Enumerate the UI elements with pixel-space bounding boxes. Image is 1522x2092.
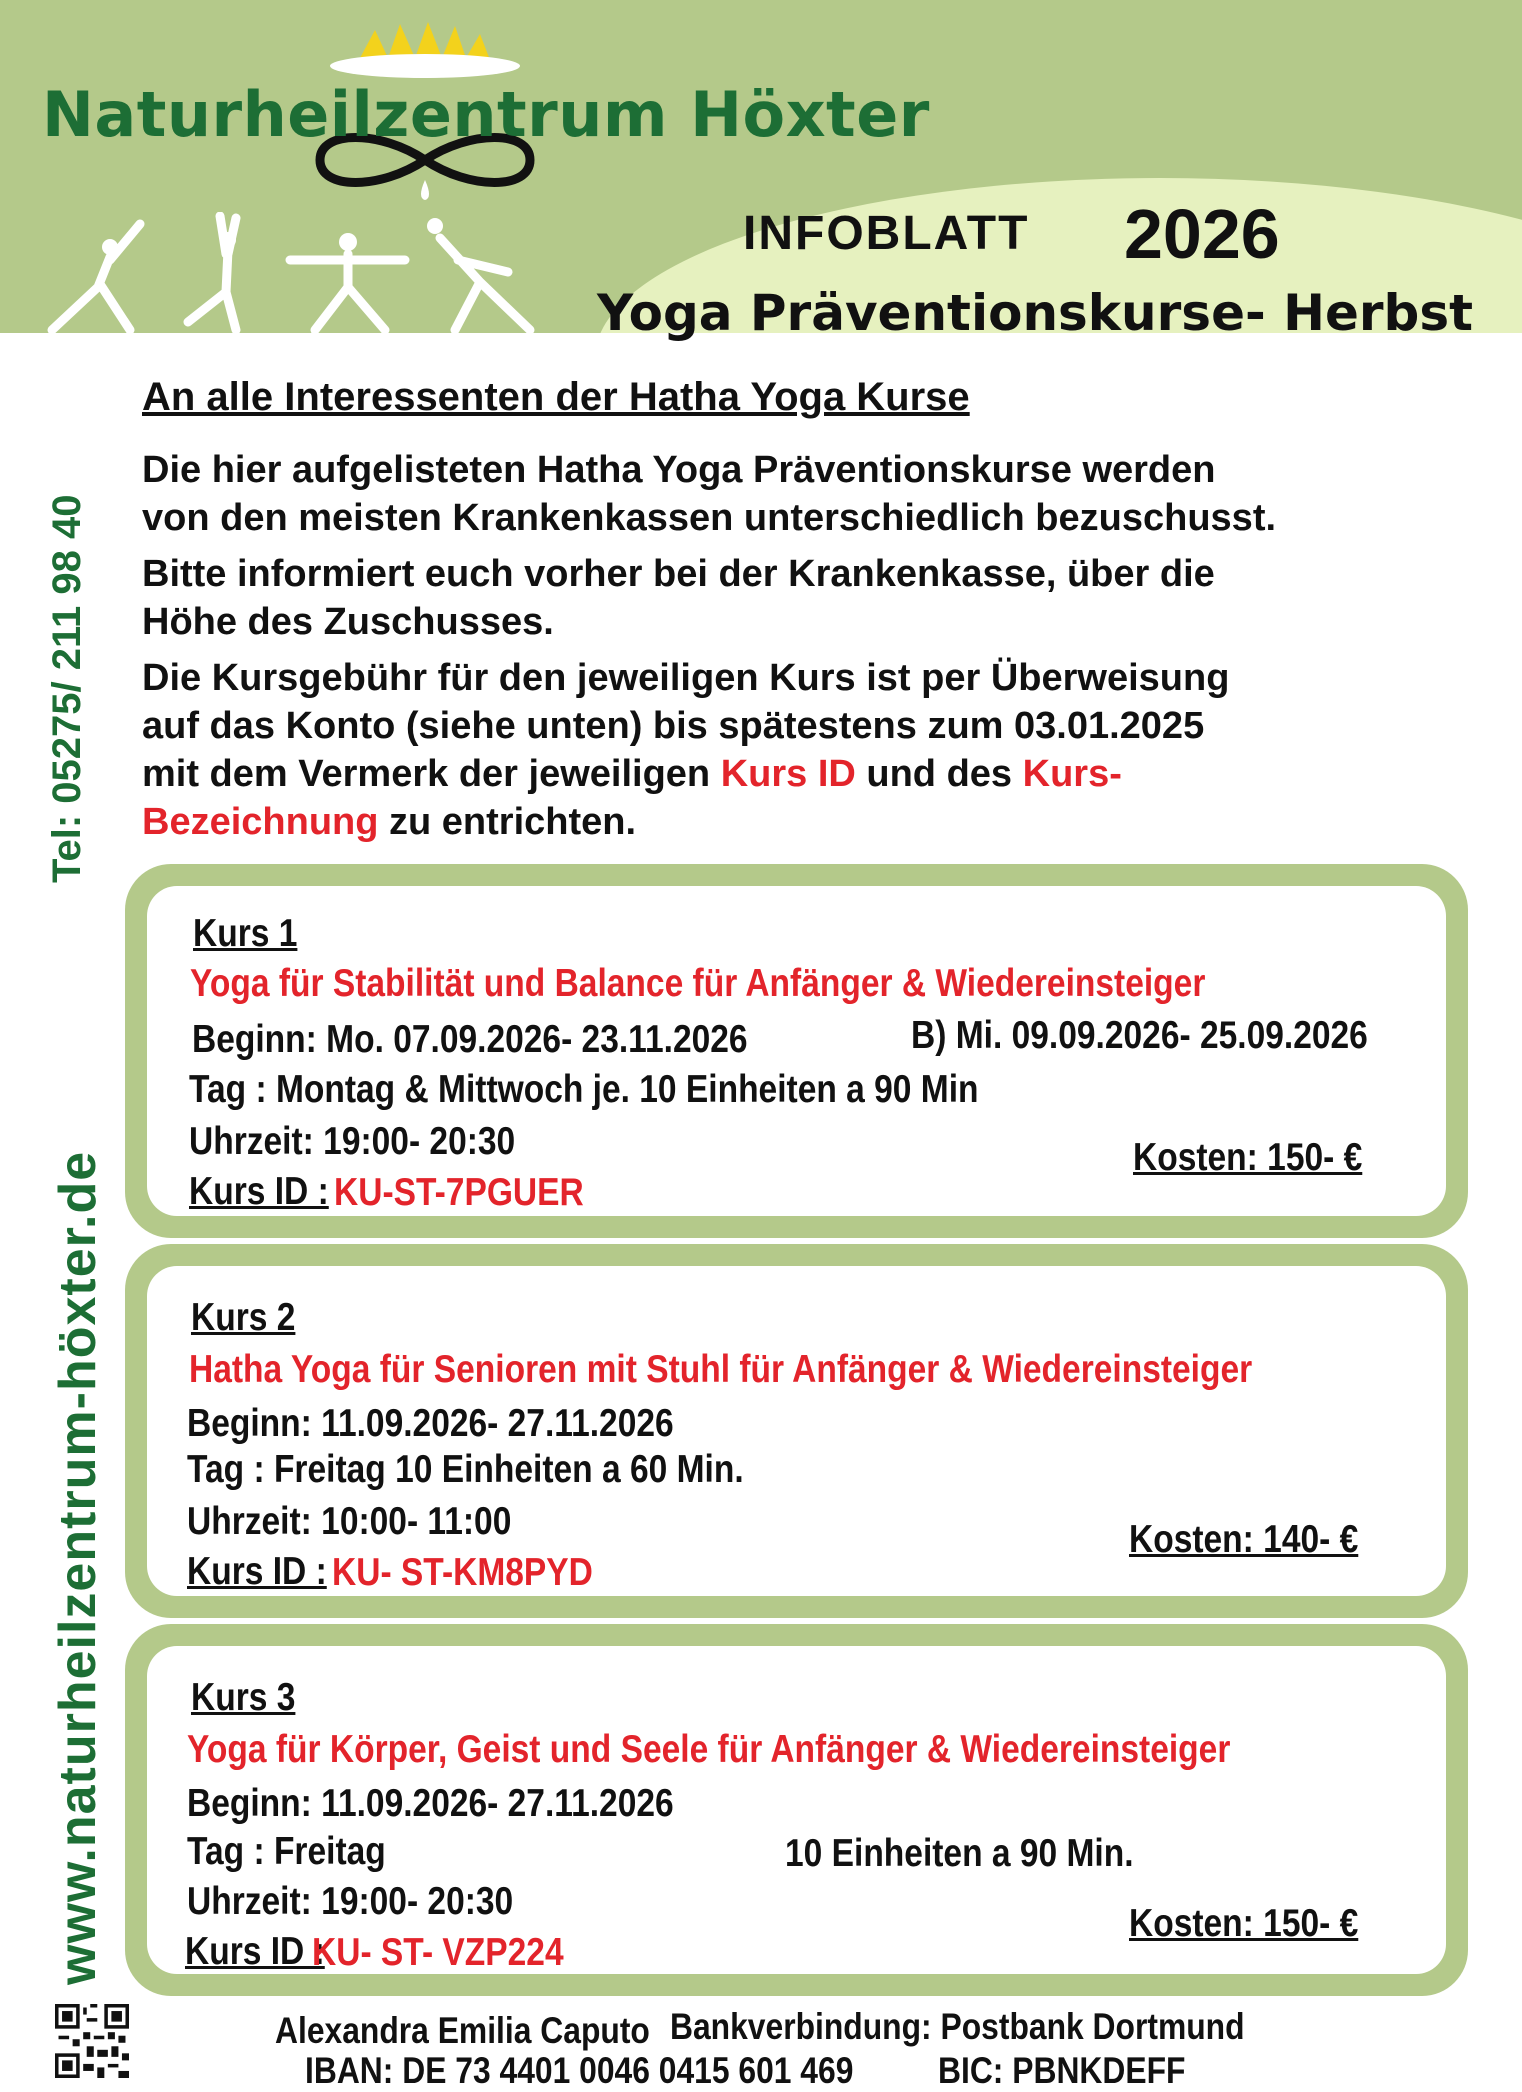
intro-line — [142, 798, 1502, 846]
course-beginn: Beginn: 11.09.2026- 27.11.2026 — [187, 1402, 674, 1445]
course-tag: Tag : Freitag — [187, 1830, 386, 1873]
intro-paragraph-2 — [142, 550, 1502, 646]
highlight-kurs: Kurs- — [1022, 753, 1122, 795]
intro-line: Höhe des Zuschusses. — [142, 601, 554, 643]
footer-name: Alexandra Emilia Caputo — [275, 2010, 650, 2051]
infoblatt-label: INFOBLATT — [743, 207, 1030, 260]
course-card-inner — [147, 886, 1446, 1216]
side-website-link[interactable]: www.naturheilzentrum-höxter.de — [49, 1150, 107, 1985]
course-id-label: Kurs ID : — [185, 1930, 325, 1973]
course-label: Kurs 2 — [191, 1296, 296, 1339]
intro-paragraph-3 — [142, 654, 1502, 846]
course-label: Kurs 3 — [191, 1676, 296, 1719]
highlight-bezeichnung: Bezeichnung — [142, 801, 379, 843]
intro-text: zu entrichten. — [378, 801, 637, 843]
intro-line: Bitte informiert euch vorher bei der Krankenkasse, über die — [142, 553, 1215, 595]
brand-title: Naturheilzentrum Höxter — [42, 78, 930, 151]
course-card-2 — [125, 1244, 1468, 1618]
course-kosten: Kosten: 150- € — [1129, 1902, 1359, 1945]
course-title: Hatha Yoga für Senioren mit Stuhl für Anfänger & Wiedereinsteiger — [189, 1348, 1253, 1391]
course-tag: Tag : Freitag 10 Einheiten a 60 Min. — [187, 1448, 744, 1491]
intro-paragraph-1 — [142, 446, 1502, 542]
course-id-label: Kurs ID : — [187, 1550, 327, 1593]
footer-iban: IBAN: DE 73 4401 0046 0415 601 469 — [305, 2050, 854, 2091]
course-tag: Tag : Montag & Mittwoch je. 10 Einheiten a 90 Min — [189, 1068, 979, 1111]
course-id-value: KU-ST-7PGUER — [334, 1171, 584, 1214]
footer-bic: BIC: PBNKDEFF — [938, 2050, 1186, 2091]
intro-heading: An alle Interessenten der Hatha Yoga Kurse — [142, 375, 970, 419]
qr-code-icon[interactable] — [55, 2004, 129, 2078]
course-uhrzeit: Uhrzeit: 19:00- 20:30 — [187, 1880, 514, 1923]
course-uhrzeit: Uhrzeit: 19:00- 20:30 — [189, 1120, 516, 1163]
footer-bank: Bankverbindung: Postbank Dortmund — [670, 2006, 1245, 2047]
intro-line: von den meisten Krankenkassen unterschiedlich bezuschusst. — [142, 497, 1277, 539]
course-beginn: Beginn: Mo. 07.09.2026- 23.11.2026 — [192, 1018, 748, 1061]
side-telephone: Tel: 05275/ 211 98 40 — [45, 494, 89, 883]
intro-line — [142, 750, 1502, 798]
intro-line: Die hier aufgelisteten Hatha Yoga Präventionskurse werden — [142, 449, 1216, 491]
intro-line: Die Kursgebühr für den jeweiligen Kurs ist per Überweisung — [142, 657, 1230, 699]
intro-text: mit dem Vermerk der jeweiligen — [142, 753, 721, 795]
course-id-value: KU- ST- VZP224 — [312, 1931, 564, 1974]
course-card-inner — [147, 1646, 1446, 1974]
yoga-figures-icon — [40, 212, 560, 337]
course-kosten: Kosten: 140- € — [1129, 1518, 1359, 1561]
course-title: Yoga für Körper, Geist und Seele für Anfänger & Wiedereinsteiger — [187, 1728, 1231, 1771]
course-card-3 — [125, 1624, 1468, 1996]
course-uhrzeit: Uhrzeit: 10:00- 11:00 — [187, 1500, 512, 1543]
course-card-1 — [125, 864, 1468, 1238]
highlight-kurs-id: Kurs ID — [720, 753, 856, 795]
infoblatt-year: 2026 — [1124, 195, 1280, 273]
course-einheiten: 10 Einheiten a 90 Min. — [785, 1832, 1134, 1875]
course-id-value: KU- ST-KM8PYD — [332, 1551, 593, 1594]
course-label: Kurs 1 — [193, 912, 298, 955]
page-subtitle: Yoga Präventionskurse- Herbst — [597, 284, 1474, 342]
intro-line: auf das Konto (siehe unten) bis spätestens zum 03.01.2025 — [142, 705, 1205, 747]
course-beginn: Beginn: 11.09.2026- 27.11.2026 — [187, 1782, 674, 1825]
intro-text: und des — [855, 753, 1023, 795]
course-title: Yoga für Stabilität und Balance für Anfänger & Wiedereinsteiger — [190, 962, 1206, 1005]
course-kosten: Kosten: 150- € — [1133, 1136, 1363, 1179]
course-beginn-b: B) Mi. 09.09.2026- 25.09.2026 — [911, 1014, 1368, 1057]
course-card-inner — [147, 1266, 1446, 1596]
course-id-label: Kurs ID : — [189, 1170, 329, 1213]
